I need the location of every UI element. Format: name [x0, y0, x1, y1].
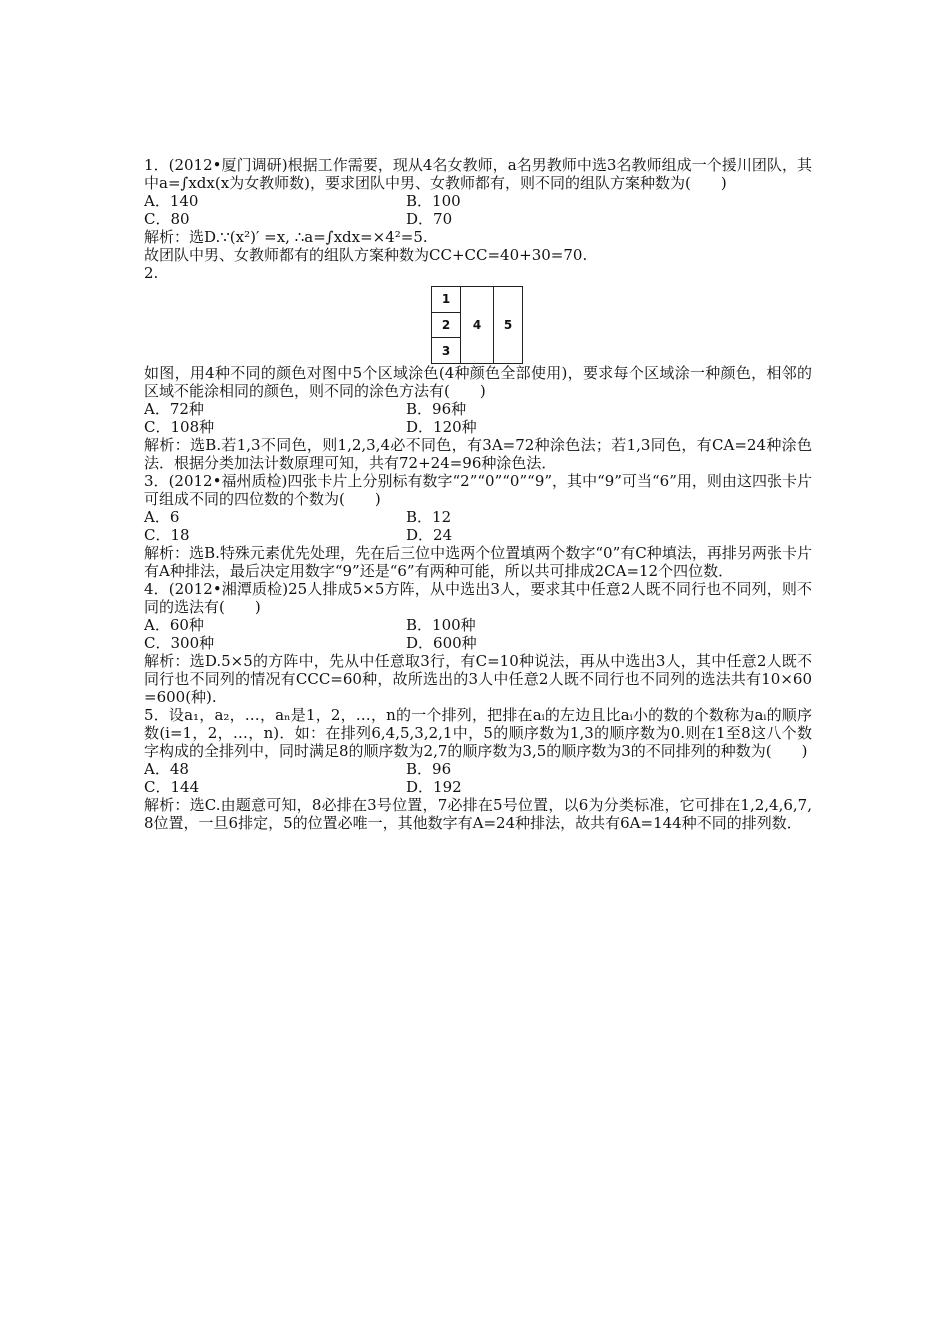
q4-option-b: B．100种 [406, 616, 476, 634]
q4-option-a: A．60种 [144, 616, 204, 634]
q2-option-c: C．108种 [144, 418, 215, 436]
q1-options-row-2 [144, 210, 812, 228]
region-1: 1 [441, 292, 451, 307]
q5-stem: 5．设a₁，a₂，…，aₙ是1，2，…，n的一个排列，把排在aᵢ的左边且比aᵢ小的数的个数称为aᵢ的顺序数(i=1，2，…，n)．如：在排列6,4,5,3,2,1中，5的顺序数为1,3的顺序数为0.则在1至8这八个数字构成的全排列中，同时满足8的顺序数为2,7的顺序数为3,5的顺序数为3的不同排列的种数为( ) [144, 706, 812, 760]
q5-option-b: B．96 [406, 760, 452, 778]
region-2: 2 [432, 312, 460, 338]
region-4: 4 [461, 287, 494, 363]
q4-options-row-2 [144, 634, 812, 652]
q3-analysis: 解析：选B.特殊元素优先处理，先在后三位中选两个位置填两个数字“0”有C种填法，再排另两张卡片有A种排法，最后决定用数字“9”还是“6”有两种可能，所以共可排成2CA=12个四位数． [144, 544, 812, 580]
q1-option-c: C．80 [144, 210, 190, 228]
q5-options-row-1 [144, 760, 812, 778]
q1-analysis-line-2: 故团队中男、女教师都有的组队方案种数为CC+CC=40+30=70. [144, 246, 588, 264]
q5-analysis: 解析：选C.由题意可知，8必排在3号位置，7必排在5号位置，以6为分类标准，它可排在1,2,4,6,7,8位置，一旦6排定，5的位置必唯一，其他数字有A=24种排法，故共有6A=144种不同的排列数． [144, 796, 812, 832]
figure-left-column [432, 287, 461, 363]
q2-analysis: 解析：选B.若1,3不同色，则1,2,3,4必不同色，有3A=72种涂色法；若1,3同色，有CA=24种涂色法．根据分类加法计数原理可知，共有72+24=96种涂色法． [144, 436, 812, 472]
q3-stem: 3．(2012•福州质检)四张卡片上分别标有数字“2”“0”“0”“9”，其中“9”可当“6”用，则由这四张卡片可组成不同的四位数的个数为( ) [144, 472, 812, 508]
q4-analysis: 解析：选D.5×5的方阵中，先从中任意取3行，有C=10种说法，再从中选出3人，其中任意2人既不同行也不同列的情况有CCC=60种，故所选出的3人中任意2人既不同行也不同列的选法共有10×60=600(种). [144, 652, 812, 706]
q2-options-row-2 [144, 418, 812, 436]
q2-option-b: B．96种 [406, 400, 467, 418]
q3-options-row-2 [144, 526, 812, 544]
q5-option-d: D．192 [406, 778, 462, 796]
q3-option-b: B．12 [406, 508, 452, 526]
q1-stem: 1．(2012•厦门调研)根据工作需要，现从4名女教师，a名男教师中选3名教师组成一个援川团队，其中a=∫xdx(x为女教师数)，要求团队中男、女教师都有，则不同的组队方案种数为( ) [144, 156, 812, 192]
q4-options-row-1 [144, 616, 812, 634]
q5-option-a: A．48 [144, 760, 189, 778]
q1-option-a: A．140 [144, 192, 199, 210]
q2-option-d: D．120种 [406, 418, 477, 436]
q4-option-d: D．600种 [406, 634, 477, 652]
q3-options-row-1 [144, 508, 812, 526]
q2-options-row-1 [144, 400, 812, 418]
q1-option-d: D．70 [406, 210, 453, 228]
region-5: 5 [503, 318, 513, 332]
q3-option-a: A．6 [144, 508, 180, 526]
q2-stem: 如图，用4种不同的颜色对图中5个区域涂色(4种颜色全部使用)，要求每个区域涂一种颜色，相邻的区域不能涂相同的颜色，则不同的涂色方法有( ) [144, 364, 812, 400]
q2-option-a: A．72种 [144, 400, 204, 418]
q1-options-row-1 [144, 192, 812, 210]
q4-option-c: C．300种 [144, 634, 215, 652]
region-3: 3 [432, 337, 460, 363]
document-body [144, 156, 812, 832]
q1-option-b: B．100 [406, 192, 461, 210]
q5-options-row-2 [144, 778, 812, 796]
q2-number: 2. [144, 264, 159, 282]
q2-figure-wrapper [144, 286, 812, 364]
q3-option-c: C．18 [144, 526, 190, 544]
q3-option-d: D．24 [406, 526, 453, 544]
q1-analysis-line-1: 解析：选D.∵(x²)′ =x, ∴a=∫xdx=×4²=5. [144, 228, 428, 246]
q4-stem: 4．(2012•湘潭质检)25人排成5×5方阵，从中选出3人，要求其中任意2人既不同行也不同列，则不同的选法有( ) [144, 580, 812, 616]
q2-region-figure [431, 286, 523, 364]
q5-option-c: C．144 [144, 778, 200, 796]
